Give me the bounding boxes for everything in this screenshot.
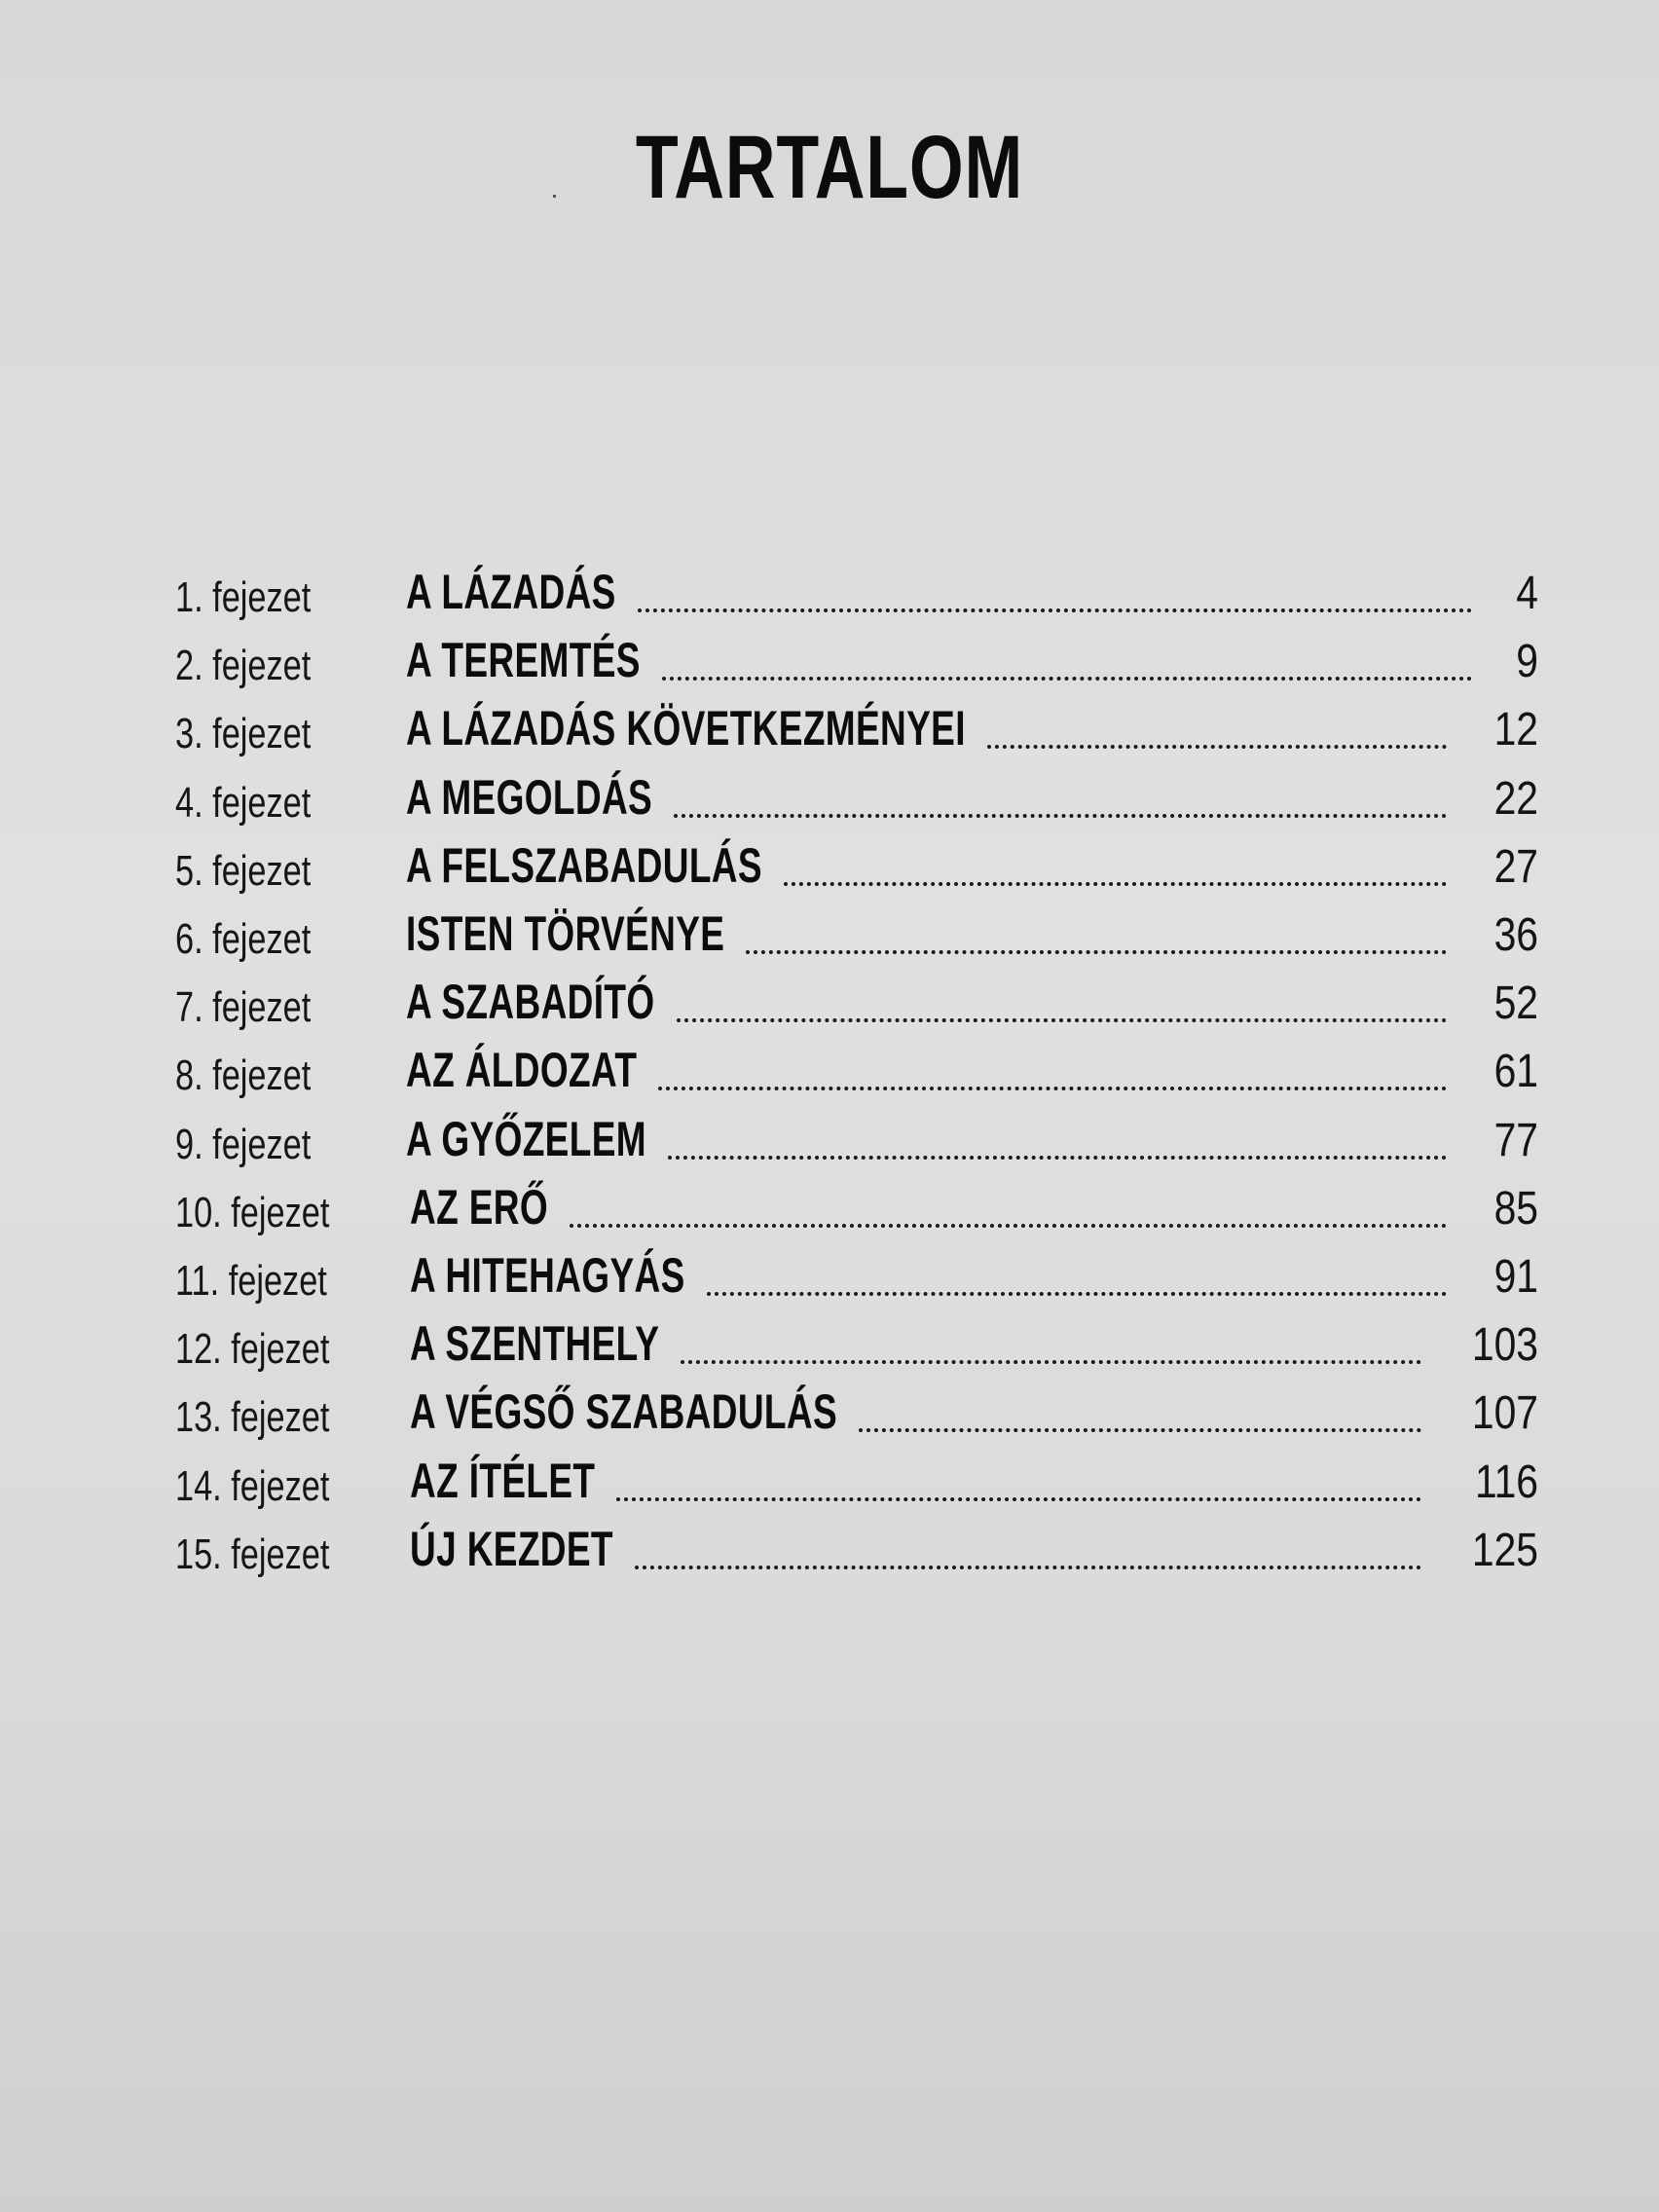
chapter-heading: A VÉGSŐ SZABADULÁS <box>410 1384 838 1440</box>
toc-entry <box>175 765 1538 833</box>
chapter-heading: AZ ÁLDOZAT <box>406 1043 638 1098</box>
toc-entry <box>175 628 1538 696</box>
page-number: 125 <box>1471 1524 1538 1576</box>
page-number: 77 <box>1493 1114 1538 1166</box>
toc-entry <box>175 970 1538 1038</box>
chapter-heading: A HITEHAGYÁS <box>410 1248 685 1303</box>
page-number: 27 <box>1493 840 1538 893</box>
chapter-number: 12. fejezet <box>175 1325 330 1374</box>
dot-leader <box>668 1156 1447 1160</box>
dot-leader <box>707 1292 1447 1296</box>
toc-entry <box>175 1038 1538 1106</box>
dot-leader <box>677 1018 1447 1022</box>
chapter-heading: A LÁZADÁS KÖVETKEZMÉNYEI <box>406 701 966 756</box>
page-title: TARTALOM <box>635 118 1024 217</box>
chapter-number: 4. fejezet <box>175 778 312 827</box>
dot-leader <box>570 1224 1447 1228</box>
dot-leader <box>635 1566 1421 1569</box>
dot-leader <box>674 814 1447 818</box>
chapter-number: 14. fejezet <box>175 1461 330 1510</box>
chapter-number: 13. fejezet <box>175 1393 330 1442</box>
toc-entry <box>175 833 1538 902</box>
chapter-heading: A SZABADÍTÓ <box>406 975 655 1030</box>
toc-entry <box>175 560 1538 628</box>
chapter-number: 2. fejezet <box>175 642 312 690</box>
toc-entry <box>175 1517 1538 1585</box>
toc-entry <box>175 1175 1538 1243</box>
chapter-number: 6. fejezet <box>175 915 312 963</box>
chapter-number: 11. fejezet <box>175 1257 327 1305</box>
page-number: 22 <box>1493 772 1538 825</box>
page-number: 116 <box>1474 1456 1538 1508</box>
page-number: 4 <box>1516 568 1538 619</box>
toc-entry <box>175 1311 1538 1380</box>
page-number: 103 <box>1471 1319 1538 1372</box>
chapter-heading: AZ ÍTÉLET <box>410 1453 596 1508</box>
chapter-number: 1. fejezet <box>175 573 312 621</box>
page-number: 12 <box>1493 704 1538 756</box>
chapter-number: 8. fejezet <box>175 1051 312 1100</box>
page-number: 107 <box>1471 1387 1538 1440</box>
page-number: 61 <box>1493 1046 1538 1098</box>
chapter-heading: A SZENTHELY <box>410 1316 660 1372</box>
dot-leader <box>662 677 1472 681</box>
chapter-heading: A LÁZADÁS <box>406 565 616 619</box>
chapter-heading: A GYŐZELEM <box>406 1111 646 1166</box>
toc-entry <box>175 1243 1538 1311</box>
page-number: 85 <box>1493 1182 1538 1235</box>
chapter-number: 9. fejezet <box>175 1120 312 1168</box>
toc-entry <box>175 1107 1538 1175</box>
chapter-number: 3. fejezet <box>175 710 312 758</box>
chapter-number: 15. fejezet <box>175 1530 330 1578</box>
toc-entry <box>175 696 1538 764</box>
page-number: 9 <box>1516 636 1538 688</box>
dot-leader <box>784 882 1447 886</box>
toc-entry <box>175 1380 1538 1448</box>
chapter-number: 7. fejezet <box>175 983 312 1032</box>
chapter-heading: ISTEN TÖRVÉNYE <box>406 906 725 961</box>
chapter-heading: ÚJ KEZDET <box>410 1521 613 1576</box>
dot-leader <box>987 745 1447 749</box>
toc-entry <box>175 1449 1538 1517</box>
toc-entry <box>175 902 1538 970</box>
chapter-number: 10. fejezet <box>175 1188 330 1236</box>
chapter-number: 5. fejezet <box>175 846 312 895</box>
chapter-heading: A FELSZABADULÁS <box>406 837 762 893</box>
page-number: 52 <box>1493 977 1538 1030</box>
dot-leader <box>746 950 1447 954</box>
page-number: 36 <box>1493 909 1538 961</box>
dot-leader <box>681 1360 1421 1364</box>
dot-leader <box>638 608 1472 612</box>
chapter-heading: A MEGOLDÁS <box>406 769 653 825</box>
dot-leader <box>616 1497 1421 1501</box>
chapter-heading: AZ ERŐ <box>410 1179 549 1235</box>
chapter-heading: A TEREMTÉS <box>406 633 641 688</box>
dot-leader <box>859 1428 1421 1432</box>
dot-leader <box>658 1087 1447 1090</box>
page-number: 91 <box>1493 1251 1538 1303</box>
